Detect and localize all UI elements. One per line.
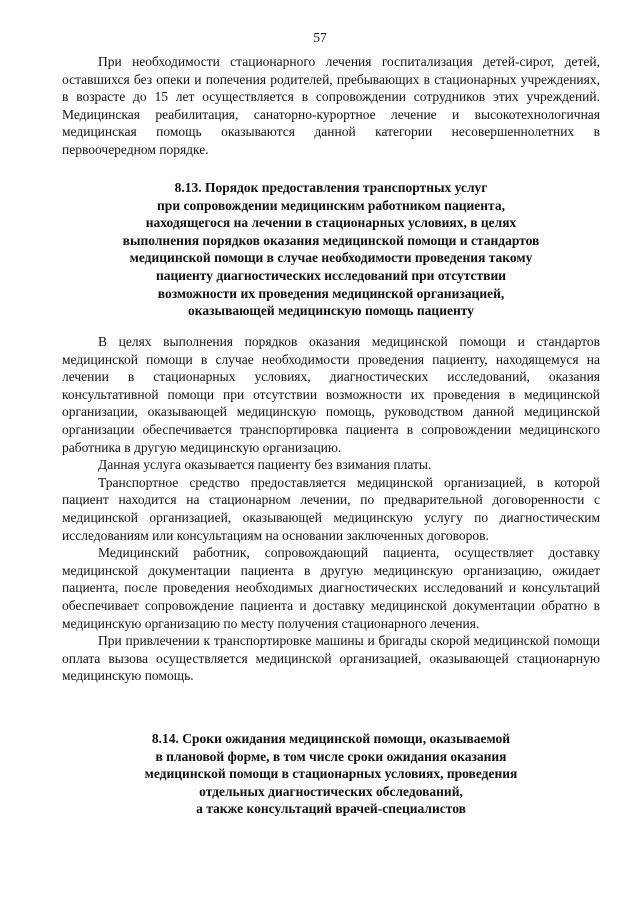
section-8-13-body xyxy=(62,333,600,685)
section-8-14-heading xyxy=(62,730,600,818)
section-paragraph: При привлечении к транспортировке машины и бригады скорой медицинской помощи оплата вызова осуществляется медицинской организацией, оказывающей стационарную медицинскую помощь. xyxy=(62,633,600,684)
heading-line: пациенту диагностических исследований при отсутствии xyxy=(155,267,507,283)
intro-block xyxy=(62,53,600,159)
page-number: 57 xyxy=(313,30,327,45)
heading-line: а также консультаций врачей-специалистов xyxy=(196,801,466,817)
section-8-13-heading xyxy=(62,179,600,320)
heading-line: в плановой форме, в том числе сроки ожидания оказания xyxy=(155,748,507,764)
heading-line: при сопровождении медицинским работником пациента, xyxy=(157,197,505,213)
heading-line: находящегося на лечении в стационарных условиях, в целях xyxy=(145,215,517,231)
heading-line: отдельных диагностических обследований, xyxy=(199,783,463,799)
heading-line: оказывающей медицинскую помощь пациенту xyxy=(188,303,474,319)
heading-line: выполнения порядков оказания медицинской помощи и стандартов xyxy=(122,232,540,248)
heading-line: 8.13. Порядок предоставления транспортных услуг xyxy=(174,180,488,195)
section-paragraph: Данная услуга оказывается пациенту без взимания платы. xyxy=(98,457,432,473)
heading-line: возможности их проведения медицинской организацией, xyxy=(157,285,505,301)
heading-line: медицинской помощи в стационарных условиях, проведения xyxy=(144,766,518,782)
section-paragraph: В целях выполнения порядков оказания медицинской помощи и стандартов медицинской помощи в случае необходимости проведения пациенту, находящемуся на лечении в стационарных условиях, диагностических исследований, оказания консультативной помощи при отсутствии возможности их проведения в медицинской организации, оказывающей медицинскую помощь, руководством данной медицинской организации обеспечивается транспортировка пациента в сопровождении медицинского работника в другую медицинскую организацию. xyxy=(62,334,600,455)
section-paragraph: Медицинский работник, сопровождающий пациента, осуществляет доставку медицинской документации пациента в другую медицинскую организацию, ожидает пациента, после проведения необходимых диагностических исследований и консультаций обеспечивает сопровождение пациента и доставку медицинской документации обратно в медицинскую организацию по месту получения стационарного лечения. xyxy=(62,545,600,631)
heading-line: 8.14. Сроки ожидания медицинской помощи, оказываемой xyxy=(151,731,511,746)
section-paragraph: Транспортное средство предоставляется медицинской организацией, в которой пациент находится на стационарном лечении, по предварительной договоренности с медицинской организацией, оказывающей медицинскую услугу по диагностическим исследованиям или консультациям на основании заключенных договоров. xyxy=(62,474,600,543)
heading-line: медицинской помощи в случае необходимости проведения такому xyxy=(129,250,533,266)
intro-paragraph: При необходимости стационарного лечения госпитализация детей-сирот, детей, оставшихся без опеки и попечения родителей, пребывающих в стационарных учреждениях, в возрасте до 15 лет осуществляется в сопровождении сотрудников этих учреждений. Медицинская реабилитация, санаторно-курортное лечение и высокотехнологичная медицинская помощь оказываются данной категории несовершеннолетних в первоочередном порядке. xyxy=(62,54,600,157)
